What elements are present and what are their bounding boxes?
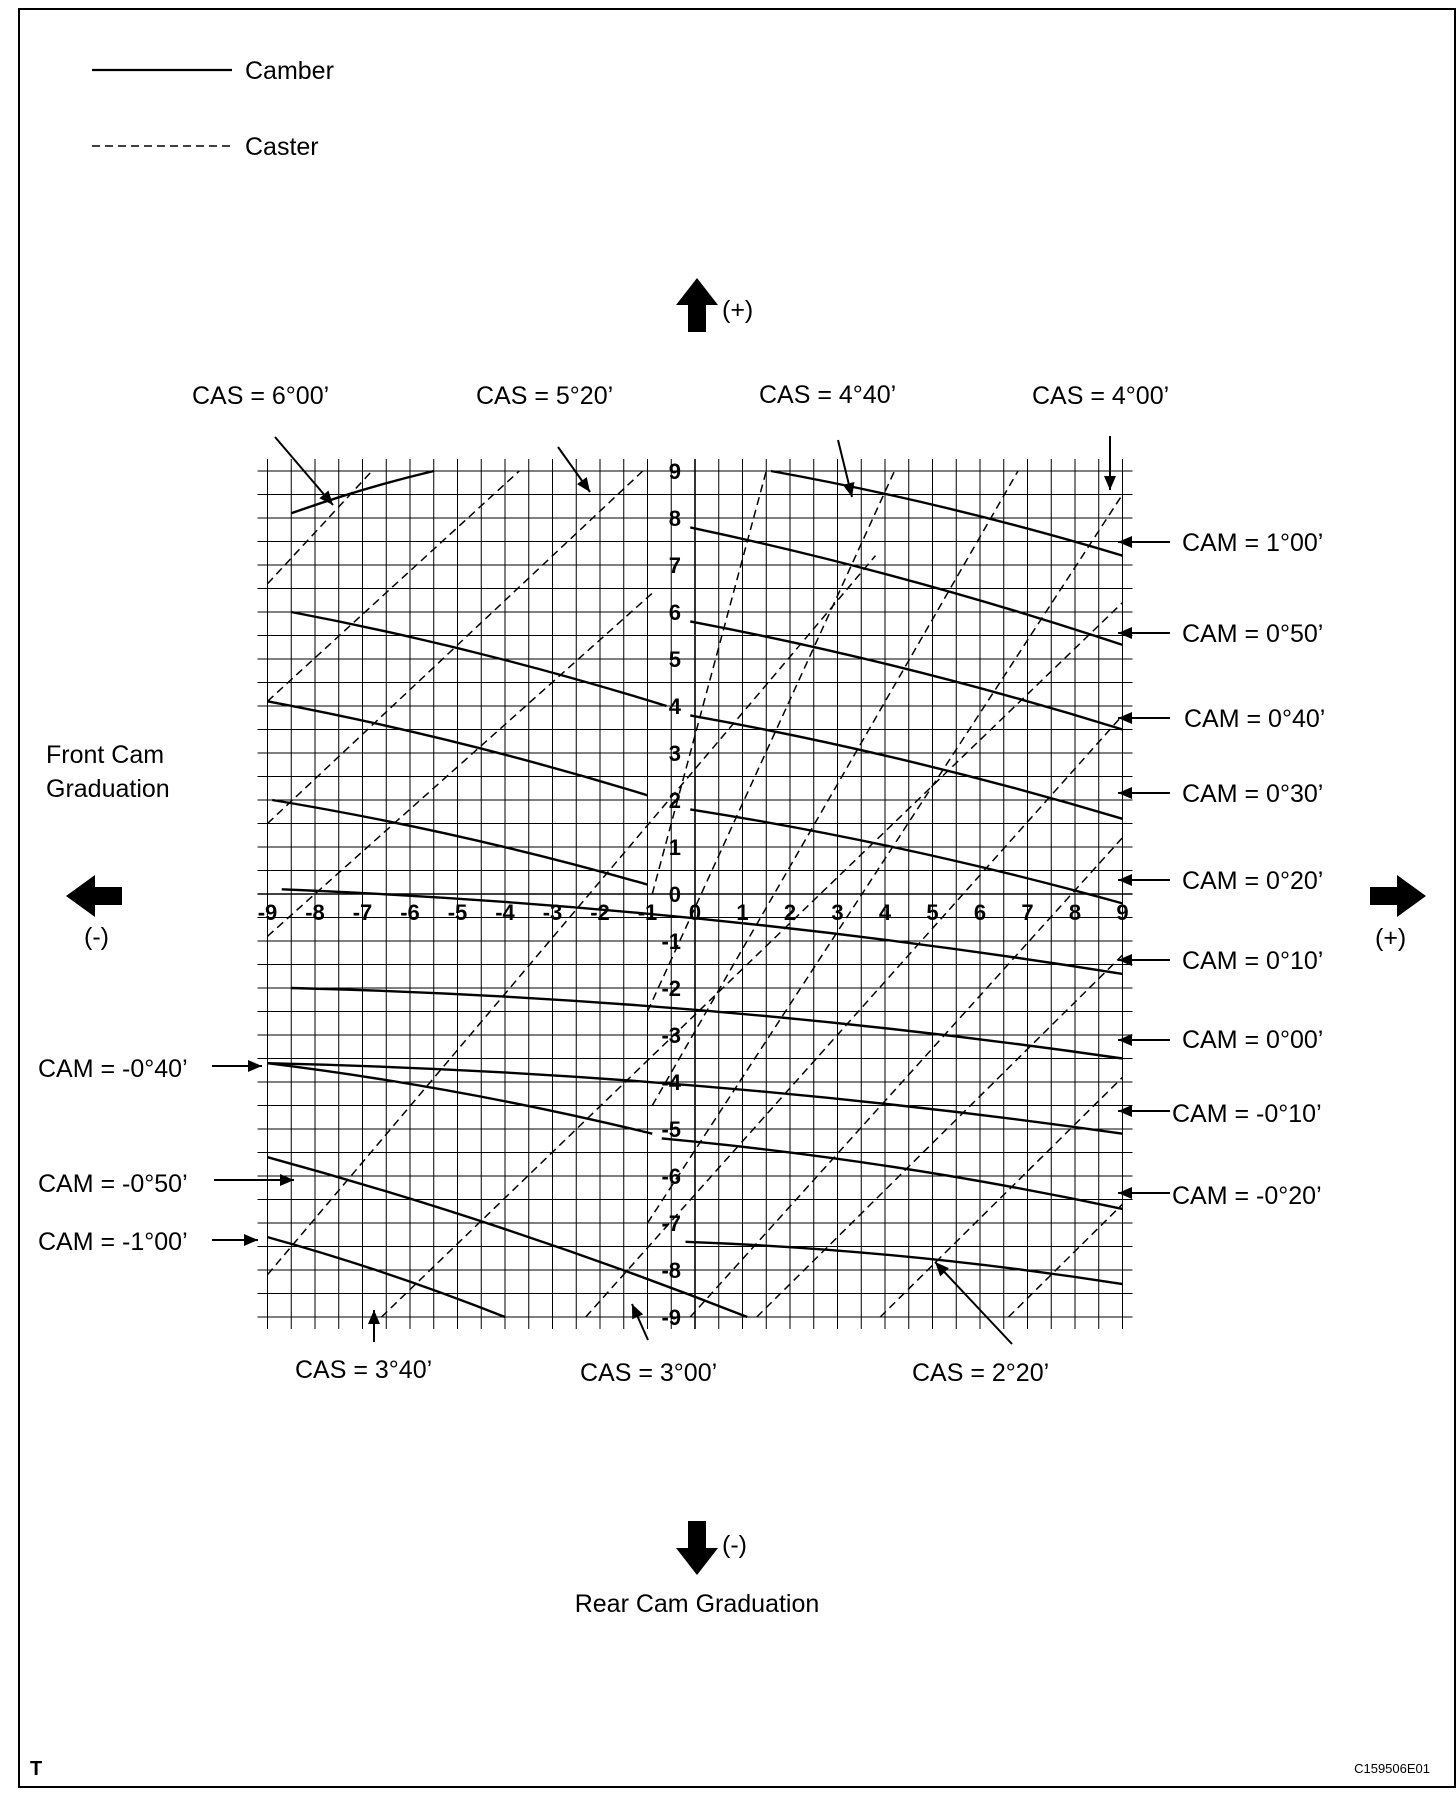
x-tick-label: -8 — [305, 900, 325, 925]
front-cam-label-line1: Front Cam — [46, 741, 165, 769]
caster-line — [382, 603, 1123, 1317]
cam-label-0-50: CAM = 0°50’ — [1182, 620, 1324, 648]
camber-line — [268, 1063, 653, 1134]
caster-line — [268, 593, 653, 936]
caster-line — [268, 471, 373, 584]
pointer-arrow-icon — [935, 1262, 1012, 1344]
y-tick-label: 8 — [668, 506, 681, 531]
cas-label-5-20: CAS = 5°20’ — [476, 382, 614, 410]
x-tick-label: 7 — [1021, 900, 1034, 925]
cam-label-minus-1-00: CAM = -1°00’ — [38, 1228, 188, 1256]
pointer-arrow-icon — [1104, 436, 1116, 490]
x-tick-label: 9 — [1116, 900, 1129, 925]
camber-line — [690, 621, 1122, 729]
camber-line — [291, 988, 1122, 1059]
caster-line — [648, 471, 895, 1012]
x-tick-label: 3 — [831, 900, 844, 925]
cas-label-3-00: CAS = 3°00’ — [580, 1359, 718, 1387]
pointer-arrow-icon — [1118, 712, 1170, 724]
y-tick-label: -1 — [661, 929, 681, 954]
cas-label-6-00: CAS = 6°00’ — [192, 382, 330, 410]
left-arrow-icon — [66, 875, 122, 917]
y-tick-label: -3 — [661, 1023, 681, 1048]
cam-label-1-00: CAM = 1°00’ — [1182, 529, 1324, 557]
right-arrow-icon — [1370, 875, 1426, 917]
cam-label-minus-0-40: CAM = -0°40’ — [38, 1055, 188, 1083]
pointer-arrow-icon — [1118, 1105, 1170, 1117]
x-tick-label: 6 — [973, 900, 987, 925]
y-tick-label: -8 — [661, 1258, 681, 1283]
label-pointers — [212, 436, 1170, 1344]
y-tick-label: -4 — [661, 1070, 681, 1095]
x-tick-label: -6 — [400, 900, 420, 925]
x-tick-label: 1 — [736, 900, 749, 925]
x-tick-label: 5 — [926, 900, 939, 925]
y-tick-label: 7 — [668, 553, 681, 578]
cam-label-0-30: CAM = 0°30’ — [1182, 780, 1324, 808]
x-tick-label: -1 — [637, 900, 658, 925]
pointer-arrow-icon — [368, 1310, 380, 1342]
camber-line — [686, 1242, 1123, 1284]
x-tick-label: -4 — [495, 900, 515, 925]
x-tick-label: 2 — [783, 900, 797, 925]
cam-label-0-20: CAM = 0°20’ — [1182, 867, 1324, 895]
camber-line — [272, 800, 647, 885]
caster-line — [880, 1077, 1122, 1317]
top-sign: (+) — [722, 296, 754, 324]
pointer-arrow-icon — [1118, 874, 1170, 886]
y-tick-label: -7 — [661, 1211, 681, 1236]
y-tick-label: 5 — [668, 647, 681, 672]
cam-label-minus-0-10: CAM = -0°10’ — [1172, 1100, 1322, 1128]
cam-label-0-00: CAM = 0°00’ — [1182, 1026, 1324, 1054]
y-tick-label: 9 — [668, 459, 681, 484]
bottom-sign: (-) — [722, 1531, 747, 1559]
cas-label-2-20: CAS = 2°20’ — [912, 1359, 1050, 1387]
pointer-arrow-icon — [214, 1174, 294, 1186]
pointer-arrow-icon — [1118, 787, 1170, 799]
x-tick-label: -7 — [352, 900, 373, 925]
legend-camber-label: Camber — [245, 57, 334, 85]
pointer-arrow-icon — [1118, 627, 1170, 639]
y-tick-label: -5 — [661, 1117, 681, 1142]
pointer-arrow-icon — [1118, 536, 1170, 548]
cam-label-0-40: CAM = 0°40’ — [1184, 705, 1326, 733]
rear-cam-label: Rear Cam Graduation — [574, 1590, 820, 1618]
camber-line — [662, 1138, 1123, 1209]
pointer-arrow-icon — [212, 1234, 258, 1246]
y-tick-label: 1 — [668, 835, 681, 860]
cas-label-3-40: CAS = 3°40’ — [295, 1356, 433, 1384]
pointer-arrow-icon — [558, 447, 590, 492]
x-tick-label: 8 — [1068, 900, 1082, 925]
y-tick-label: 2 — [668, 788, 681, 813]
pointer-arrow-icon — [1118, 1034, 1170, 1046]
right-sign: (+) — [1375, 924, 1407, 952]
down-arrow-icon — [676, 1521, 718, 1575]
x-tick-label: 0 — [688, 900, 702, 925]
cam-label-minus-0-50: CAM = -0°50’ — [38, 1170, 188, 1198]
y-tick-label: 4 — [668, 694, 681, 719]
cas-label-4-00: CAS = 4°00’ — [1032, 382, 1170, 410]
y-tick-label: 0 — [668, 882, 681, 907]
cam-label-0-10: CAM = 0°10’ — [1182, 947, 1324, 975]
y-tick-label: 3 — [668, 741, 681, 766]
pointer-arrow-icon — [632, 1304, 648, 1340]
x-tick-label: -3 — [542, 900, 563, 925]
y-tick-label: -6 — [661, 1164, 681, 1189]
cas-label-4-40: CAS = 4°40’ — [759, 381, 897, 409]
pointer-arrow-icon — [838, 440, 854, 497]
cam-label-minus-0-20: CAM = -0°20’ — [1172, 1182, 1322, 1210]
corner-mark-left: T — [30, 1758, 43, 1780]
x-tick-label: -2 — [590, 900, 610, 925]
y-tick-label: -9 — [661, 1305, 681, 1330]
front-cam-label-line2: Graduation — [46, 775, 170, 803]
x-tick-label: -9 — [257, 900, 278, 925]
caster-line — [586, 715, 1123, 1317]
pointer-arrow-icon — [212, 1060, 262, 1072]
camber-line — [771, 471, 1123, 556]
camber-line — [690, 527, 1122, 645]
caster-line — [757, 955, 1123, 1317]
x-tick-label: -5 — [447, 900, 468, 925]
figure-code: C159506E01 — [1354, 1761, 1430, 1776]
camber-line — [690, 715, 1122, 818]
pointer-arrow-icon — [1118, 1187, 1170, 1199]
y-tick-label: 6 — [668, 600, 681, 625]
up-arrow-icon — [676, 278, 718, 332]
legend-caster-label: Caster — [245, 133, 319, 161]
left-sign: (-) — [84, 923, 109, 951]
caster-line — [1009, 1204, 1123, 1317]
x-tick-label: 4 — [878, 900, 892, 925]
y-tick-label: -2 — [661, 976, 681, 1001]
